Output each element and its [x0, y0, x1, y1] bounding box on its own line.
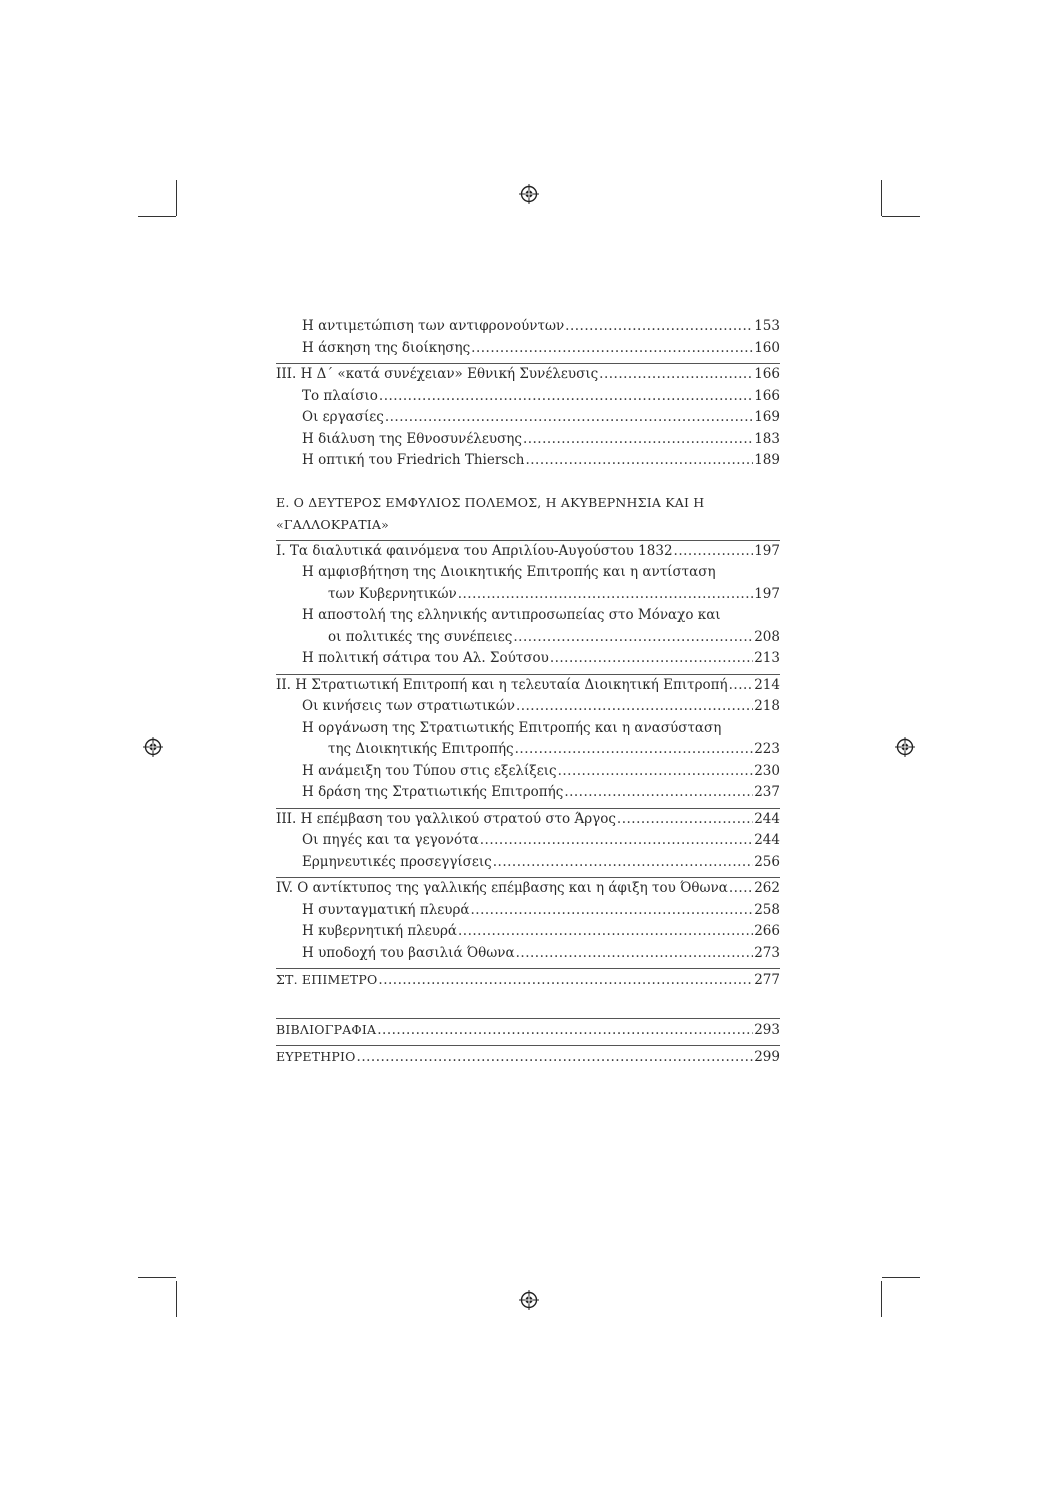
toc-bibliography-entry: ΒΙΒΛΙΟΓΡΑΦΙΑ ..... 293 — [276, 1019, 780, 1042]
toc-entry: των Κυβερνητικών ..... 197 — [276, 584, 780, 606]
toc-entry: Η πολιτική σάτιρα του Αλ. Σούτσου ..... 213 — [276, 648, 780, 670]
registration-right-icon — [895, 737, 915, 757]
toc-chapter-entry: ΙΙΙ. Η Δ΄ «κατά συνέχειαν» Εθνική Συνέλευσις ..... 166 — [276, 364, 780, 386]
toc-chapter-entry: IV. Ο αντίκτυπος της γαλλικής επέμβασης και η άφιξη του Όθωνα ..... 262 — [276, 878, 780, 900]
toc-entry: Ερμηνευτικές προσεγγίσεις ..... 256 — [276, 852, 780, 874]
toc-entry: Οι κινήσεις των στρατιωτικών ..... 218 — [276, 696, 780, 718]
toc-entry: Η αντιμετώπιση των αντιφρονούντων ..... 153 — [276, 316, 780, 338]
toc-entry-line: Η οργάνωση της Στρατιωτικής Επιτροπής και η ανασύσταση — [302, 719, 722, 736]
toc-entry: οι πολιτικές της συνέπειες ..... 208 — [276, 627, 780, 649]
part-heading-line: Ε. Ο ΔΕΥΤΕΡΟΣ ΕΜΦΥΛΙΟΣ ΠΟΛΕΜΟΣ, Η ΑΚΥΒΕΡΝΗΣΙΑ ΚΑΙ Η — [276, 494, 705, 510]
toc-entry: Οι πηγές και τα γεγονότα ..... 244 — [276, 830, 780, 852]
crop-mark-bottom-left-horizontal — [138, 1277, 176, 1278]
toc-entry-line: Η αποστολή της ελληνικής αντιπροσωπείας στο Μόναχο και — [302, 607, 721, 623]
crop-mark-top-left-horizontal — [138, 216, 176, 217]
toc-chapter-entry: ΙΙ. Η Στρατιωτική Επιτροπή και η τελευταία Διοικητική Επιτροπή ..... 214 — [276, 675, 780, 697]
toc-entry: Οι εργασίες ..... 169 — [276, 407, 780, 429]
table-of-contents — [276, 316, 780, 1069]
toc-entry: Η οπτική του Friedrich Thiersch ..... 189 — [276, 450, 780, 472]
registration-top-icon — [519, 184, 539, 204]
toc-entry: Η υποδοχή του βασιλιά Όθωνα ..... 273 — [276, 943, 780, 965]
toc-entry: Η άσκηση της διοίκησης ..... 160 — [276, 338, 780, 360]
crop-mark-bottom-right-vertical — [881, 1281, 882, 1317]
toc-entry-line: Η αμφισβήτηση της Διοικητικής Επιτροπής και η αντίσταση — [302, 564, 716, 580]
toc-entry: Η διάλυση της Εθνοσυνέλευσης ..... 183 — [276, 429, 780, 451]
crop-mark-top-left-vertical — [176, 180, 177, 216]
part-heading-line: «ΓΑΛΛΟΚΡΑΤΙΑ» — [276, 516, 389, 532]
toc-entry: Η ανάμειξη του Τύπου στις εξελίξεις ..... 230 — [276, 761, 780, 783]
crop-mark-bottom-left-vertical — [176, 1281, 177, 1317]
crop-mark-top-right-horizontal — [882, 216, 920, 217]
toc-part-entry: ΣΤ. ΕΠΙΜΕΤΡΟ ..... 277 — [276, 969, 780, 992]
toc-chapter-entry: ΙΙΙ. Η επέμβαση του γαλλικού στρατού στο Άργος ..... 244 — [276, 809, 780, 831]
registration-left-icon — [143, 737, 163, 757]
crop-mark-top-right-vertical — [881, 180, 882, 216]
toc-entry: Η συνταγματική πλευρά ..... 258 — [276, 900, 780, 922]
registration-bottom-icon — [519, 1290, 539, 1310]
crop-mark-bottom-right-horizontal — [882, 1277, 920, 1278]
toc-entry: της Διοικητικής Επιτροπής ..... 223 — [276, 739, 780, 761]
toc-chapter-entry: Ι. Τα διαλυτικά φαινόμενα του Απριλίου-Αυγούστου 1832 ..... 197 — [276, 541, 780, 563]
toc-index-entry: ΕΥΡΕΤΗΡΙΟ ..... 299 — [276, 1046, 780, 1069]
toc-entry: Η κυβερνητική πλευρά ..... 266 — [276, 921, 780, 943]
toc-entry: Το πλαίσιο ..... 166 — [276, 386, 780, 408]
toc-entry: Η δράση της Στρατιωτικής Επιτροπής ..... 237 — [276, 782, 780, 804]
